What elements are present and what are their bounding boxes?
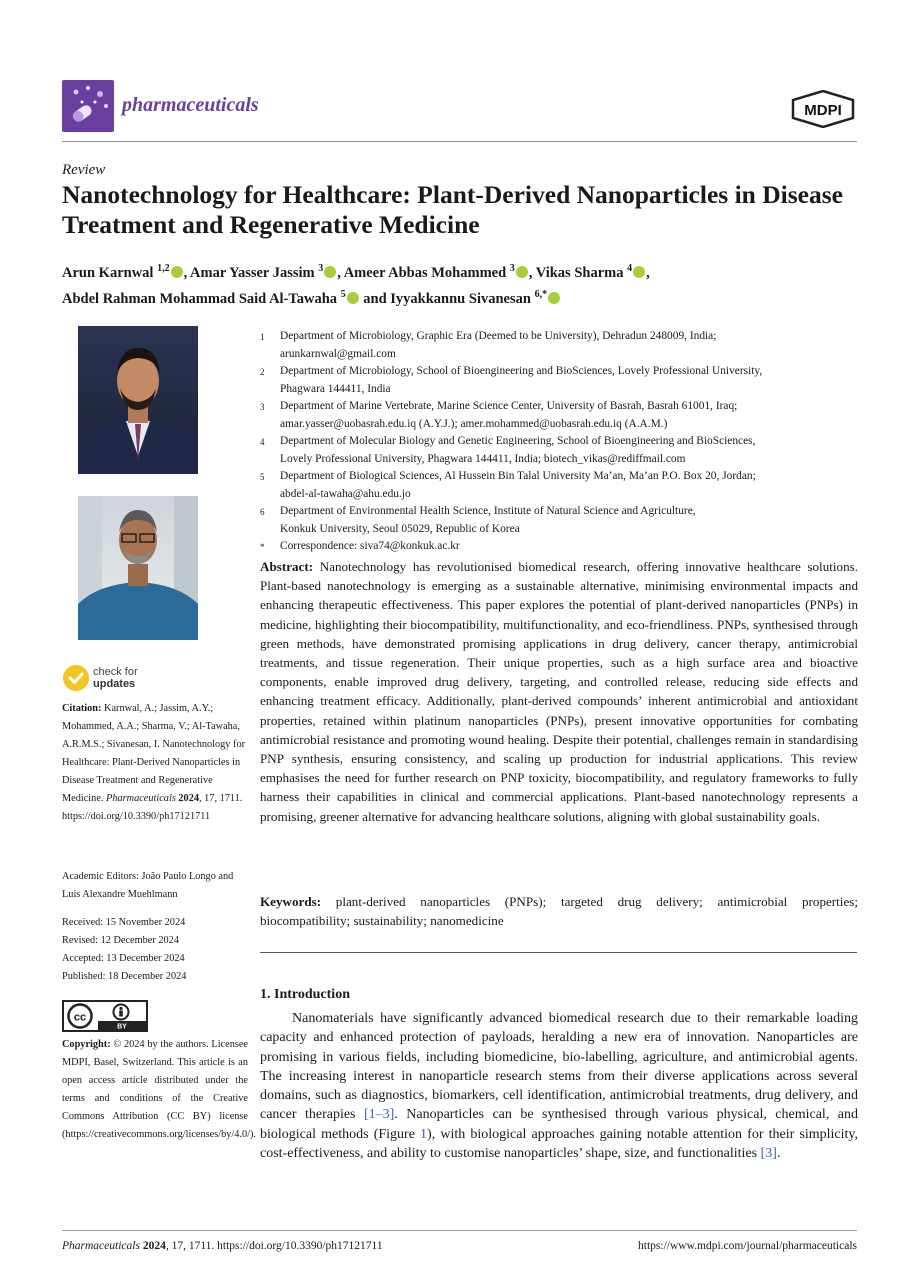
date-accepted: Accepted: 13 December 2024: [62, 953, 185, 964]
author-list: [62, 258, 852, 310]
author-name[interactable]: , Amar Yasser Jassim: [183, 264, 319, 281]
orcid-icon[interactable]: [324, 266, 336, 278]
affiliation: 1 Department of Microbiology, Graphic Era (Deemed to be University), Dehradun 248009, India; arunkarnwal@gmail.com: [260, 330, 717, 360]
journal-name: pharmaceuticals: [122, 94, 259, 116]
cc-by-license-badge[interactable]: [62, 1000, 148, 1032]
author-name[interactable]: Abdel Rahman Mohammad Said Al-Tawaha: [62, 290, 341, 307]
date-revised: Revised: 12 December 2024: [62, 935, 179, 946]
intro-paragraph: Nanomaterials have significantly advanced biomedical research due to their remarkable loading capacity and enhanced protection of payloads, heralding a new era of innovation. Nanoparticles are promising in various fields, including biomedicine, bio-labelling, agriculture, and antimicrobial agents. The increasing interest in nanoparticle research stems from their diverse applications across several domains, such as diagnostics, biomarkers, cell identification, antimicrobial treatments, drug delivery, and cancer therapies [1–3]. Nanoparticles can be synthesised through various physical, chemical, and biological methods (Figure 1), with biological approaches gaining notable attention for their simplicity, cost-effectiveness, and ability to customise nanoparticles’ shape, size, and functionalities [3].: [260, 1011, 858, 1162]
mdpi-logo-text: MDPI: [804, 102, 842, 119]
orcid-icon[interactable]: [347, 292, 359, 304]
author-line-1: Arun Karnwal $^{1,2}$ , Amar Yasser Jassim $^3$ , Ameer Abbas Mohammed $^3$ , Vikas Sharma $^4$ ,: [62, 263, 650, 281]
affil-sup: 5: [340, 288, 346, 300]
author-name[interactable]: , Ameer Abbas Mohammed: [337, 264, 510, 281]
affil-sup: 4: [627, 263, 633, 274]
affiliation: 4 Department of Molecular Biology and Genetic Engineering, School of Bioengineering and BioSciences, Lovely Professional University, Phagwara 144411, India; biotech_vikas@rediffmail.com: [260, 435, 756, 465]
author-name[interactable]: , Vikas Sharma: [528, 264, 628, 281]
mdpi-logo: [790, 90, 856, 133]
author-name[interactable]: and Iyyakkannu Sivanesan: [359, 290, 535, 307]
affiliation: 3 Department of Marine Vertebrate, Marine Science Center, University of Basrah, Basrah 61001, Iraq; amar.yasser@uobasrah.edu.iq (A.Y.J.); amer.mohammed@uobasrah.edu.iq (A.A.M.): [260, 400, 738, 430]
copyright-block: Copyright: © 2024 by the authors. Licensee MDPI, Basel, Switzerland. This article is an open access article distributed under the terms and conditions of the Creative Commons Attribution (CC BY) license (https://creativecommons.org/licenses/by/4.0/).: [62, 1039, 256, 1140]
affil-sup: 3: [509, 263, 515, 274]
keywords: Keywords: plant-derived nanoparticles (PNPs); targeted drug delivery; antimicrobial properties; biocompatibility; sustainability; nanomedicine: [260, 894, 858, 929]
journal-logo: [62, 80, 114, 132]
check-label-2: updates: [93, 678, 136, 690]
article-type: Review: [62, 162, 106, 178]
cc-by-label: BY: [117, 1023, 127, 1030]
svg-text:cc: cc: [73, 1011, 87, 1024]
date-received: Received: 15 November 2024: [62, 917, 186, 928]
header-rule: [62, 141, 857, 142]
affiliations: [260, 328, 860, 557]
article-title: Nanotechnology for Healthcare: Plant-Derived Nanoparticles in Disease Treatment and Regenerative Medicine: [62, 180, 843, 239]
footer-citation: Pharmaceuticals 2024, 17, 1711. https://doi.org/10.3390/ph17121711: [62, 1240, 383, 1252]
orcid-icon[interactable]: [171, 266, 183, 278]
orcid-icon[interactable]: [548, 292, 560, 304]
citation-link[interactable]: [1–3]: [363, 1107, 395, 1123]
orcid-icon[interactable]: [633, 266, 645, 278]
affil-sup: 1,2: [157, 263, 170, 274]
section-heading-introduction: 1. Introduction: [260, 987, 350, 1002]
dates-block: [62, 914, 248, 986]
check-label-1: check for: [93, 666, 138, 678]
affiliation: 2 Department of Microbiology, School of Bioengineering and BioSciences, Lovely Professional University, Phagwara 144411, India: [260, 365, 763, 395]
author-photo-2: [78, 496, 198, 640]
author-photo-1: [78, 326, 198, 474]
section-divider: [260, 952, 857, 953]
citation-link[interactable]: [3]: [760, 1146, 777, 1162]
author-line-2: [62, 284, 852, 310]
check-icon: [62, 664, 90, 692]
figure-link[interactable]: 1: [420, 1126, 428, 1142]
affil-sup: 3: [318, 263, 324, 274]
academic-editors: Academic Editors: João Paulo Longo and Luis Alexandre Muehlmann: [62, 871, 234, 900]
orcid-icon[interactable]: [516, 266, 528, 278]
author-name[interactable]: Arun Karnwal: [62, 264, 158, 281]
affiliation: 5 Department of Biological Sciences, Al Hussein Bin Talal University Ma’an, Ma’an P.O. Box 20, Jordan; abdel-al-tawaha@ahu.edu.jo: [260, 470, 756, 500]
citation-block: Citation: Karnwal, A.; Jassim, A.Y.; Mohammed, A.A.; Sharma, V.; Al-Tawaha, A.R.M.S.; Sivanesan, I. Nanotechnology for Healthcare: Plant-Derived Nanoparticles in Disease Treatment and Regenerative Medicine. Pharmaceuticals 2024, 17, 1711. https://doi.org/10.3390/ph17121711: [62, 703, 246, 822]
date-published: Published: 18 December 2024: [62, 971, 187, 982]
footer-rule: [62, 1230, 857, 1231]
affiliation: 6 Department of Environmental Health Science, Institute of Natural Science and Agriculture, Konkuk University, Seoul 05029, Republic of Korea: [260, 505, 696, 535]
correspondence: * Correspondence: siva74@konkuk.ac.kr: [260, 540, 460, 552]
affil-sup: 6,*: [534, 288, 548, 300]
check-for-updates-button[interactable]: [62, 664, 138, 692]
abstract: Abstract: Nanotechnology has revolutionised biomedical research, offering innovative healthcare solutions. Plant-based nanotechnology is emerging as a sustainable alternative, minimising environmental impacts and enhancing therapeutic effectiveness. This paper explores the potential of plant-derived nanoparticles (PNPs) in medicine, highlighting their biocompatibility, multifunctionality, and eco-friendliness. PNPs, synthesised through green methods, have demonstrated promising applications in drug delivery, cancer therapy, antimicrobial treatments, and tissue regeneration. Their unique properties, such as a high surface area and bioactive components, enable improved drug delivery, targeting, and controlled release, reducing side effects and enhancing treatment efficacy. Additionally, plant-derived compounds’ inherent antimicrobial and antioxidant properties, retained within platinum nanoparticles (PNPs), present innovative opportunities for combating antimicrobial resistance and promoting wound healing. Despite their potential, challenges remain in standardising PNP synthesis, ensuring consistency, and scaling up production for industrial applications. This review emphasises the need for further research on PNP toxicity, biocompatibility, and regulatory frameworks to fully harness their capabilities in clinical and commercial applications. Plant-based nanotechnology represents a promising, greener alternative for advancing healthcare solutions, aligning with global sustainability goals.: [260, 559, 858, 824]
footer-journal-url[interactable]: https://www.mdpi.com/journal/pharmaceuticals: [638, 1240, 857, 1252]
